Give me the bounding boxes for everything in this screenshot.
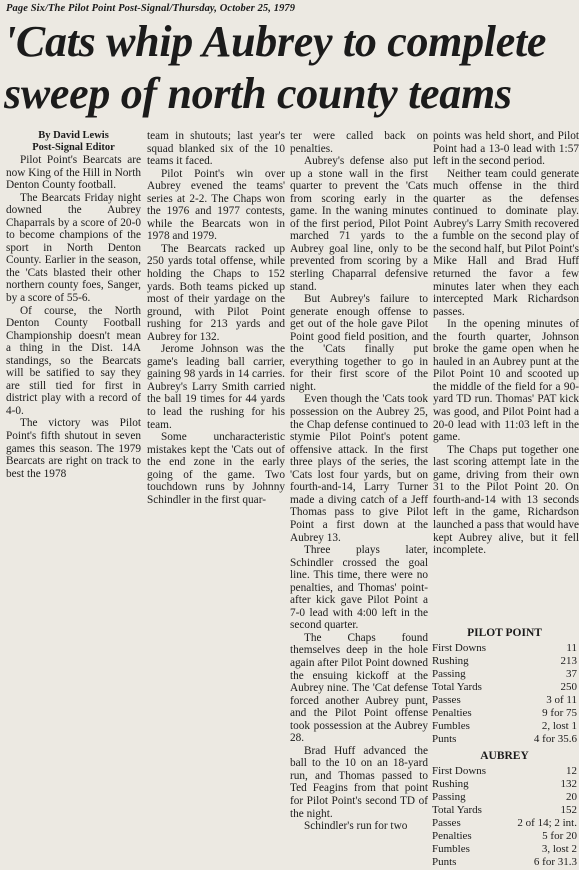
stat-value: 4 for 35.6 bbox=[533, 733, 577, 745]
stats-row bbox=[432, 843, 577, 856]
stat-label: First Downs bbox=[432, 642, 487, 654]
article-column-1 bbox=[6, 130, 141, 525]
stat-label: Passes bbox=[432, 817, 461, 829]
stats-row bbox=[432, 694, 577, 707]
paragraph: Of course, the North Denton County Football Championship doesn't mean a thing in the Dist. 14A standings, so the Bearcats will be satified to say they are still tied for first in district play with a record of 4-0. bbox=[6, 304, 141, 417]
stats-title: PILOT POINT bbox=[467, 627, 542, 639]
stats-title: AUBREY bbox=[480, 750, 529, 762]
stats-box-aubrey bbox=[432, 750, 577, 869]
stat-value: 5 for 20 bbox=[542, 830, 577, 842]
article-column-2 bbox=[147, 130, 285, 550]
paragraph: The Bearcats Friday night downed the Aubrey Chaparrals by a score of 20-0 to become champions of the sport in North Denton County. Earlier in the season, the 'Cats blasted their other northern county foes, Sanger, by a score of 55-6. bbox=[6, 191, 141, 305]
stat-label: Passes bbox=[432, 694, 461, 706]
stat-label: Total Yards bbox=[432, 681, 482, 693]
stats-row bbox=[432, 765, 577, 778]
paragraph: Some uncharacteristic mistakes kept the 'Cats out of the end zone in the early going of the game. Two touchdown runs by Johnny Schindler in the first quar- bbox=[147, 431, 285, 506]
article-column-3 bbox=[290, 130, 428, 870]
paragraph: Three plays later, Schindler crossed the goal line. This time, there were no penalties, and Thomas' point-after kick gave Pilot Point a 7-0 lead with 4:00 left in the second quarter. bbox=[290, 544, 428, 632]
stat-label: Rushing bbox=[432, 655, 469, 667]
stat-value: 213 bbox=[560, 655, 577, 667]
stat-label: Fumbles bbox=[432, 843, 470, 855]
paragraph: Jerome Johnson was the game's leading ball carrier, gaining 98 yards in 14 carries. Aubrey's Larry Smith carried the ball 19 times for 44 yards to lead the rushing for his team. bbox=[147, 343, 285, 431]
stat-value: 3 of 11 bbox=[546, 694, 577, 706]
stat-value: 132 bbox=[560, 778, 577, 790]
running-head: Page Six/The Pilot Point Post-Signal/Thursday, October 25, 1979 bbox=[6, 3, 296, 14]
paragraph: Pilot Point's Bearcats are now King of the Hill in North Denton County football. bbox=[6, 154, 141, 192]
byline-title: Post-Signal Editor bbox=[32, 142, 115, 153]
paragraph: Aubrey's defense also put up a stone wall in the first quarter to prevent the 'Cats from scoring early in the game. In the waning minutes of the first period, Pilot Point marched 71 yards to the Aubrey goal line, only to be prevented from scoring by a sterling Chaparral defensive stand. bbox=[290, 155, 428, 293]
paragraph: In the opening minutes of the fourth quarter, Johnson broke the game open when he hauled in an Aubrey punt at the Pilot Point 10 and scooted up the middle of the field for a 90-yard TD run. Thomas' PAT kick was good, and Pilot Point had a 20-0 lead with 11:03 left in the game. bbox=[433, 318, 579, 444]
stat-value: 9 for 75 bbox=[542, 707, 577, 719]
stats-box-pilot-point bbox=[432, 627, 577, 746]
stats-row bbox=[432, 733, 577, 746]
stat-label: Punts bbox=[432, 733, 457, 745]
stats-row bbox=[432, 817, 577, 830]
stat-label: Passing bbox=[432, 668, 466, 680]
stat-value: 152 bbox=[560, 804, 577, 816]
paragraph: But Aubrey's failure to generate enough offense to get out of the hole gave Pilot Point good field position, and the 'Cats finally put everything together to go in for their first score of the night. bbox=[290, 293, 428, 393]
paragraph: The victory was Pilot Point's fifth shutout in seven games this season. The 1979 Bearcats are right on track to best the 1978 bbox=[6, 417, 141, 480]
stat-label: Penalties bbox=[432, 707, 472, 719]
paragraph: The Chaps put together one last scoring attempt late in the game, driving from their own 31 to the Pilot Point 20. On fourth-and-14 with 13 seconds left in the game, Richardson launched a pass that would have kept Aubrey alive, but it fell incomplete. bbox=[433, 443, 579, 557]
stat-label: Rushing bbox=[432, 778, 469, 790]
stats-row bbox=[432, 642, 577, 655]
paragraph: The Bearcats racked up 250 yards total offense, while holding the Chaps to 152 yards. Both teams picked up most of their yardage on the ground, with Pilot Point rushing for 213 yards and Aubrey for 132. bbox=[147, 242, 285, 343]
stat-label: Penalties bbox=[432, 830, 472, 842]
paragraph: Even though the 'Cats took possession on the Aubrey 25, the Chap defense continued to stymie Pilot Point's potent offensive attack. In the first three plays of the series, the 'Cats lost four yards, but on fourth-and-14, Larry Turner made a diving catch of a Jeff Thomas pass to give Pilot Point a first down at the Aubrey 13. bbox=[290, 393, 428, 544]
paragraph: ter were called back on penalties. bbox=[290, 130, 428, 155]
stat-value: 3, lost 2 bbox=[541, 843, 577, 855]
stat-value: 2 of 14; 2 int. bbox=[517, 817, 577, 829]
paragraph: team in shutouts; last year's squad blanked six of the 10 teams it faced. bbox=[147, 130, 285, 168]
stat-value: 11 bbox=[566, 642, 577, 654]
article-column-4 bbox=[433, 130, 579, 600]
paragraph: Schindler's run for two bbox=[304, 820, 408, 833]
stats-row bbox=[432, 720, 577, 733]
stat-value: 37 bbox=[566, 668, 577, 680]
stats-row bbox=[432, 856, 577, 869]
stats-row bbox=[432, 804, 577, 817]
stat-label: Punts bbox=[432, 856, 457, 868]
paragraph: Brad Huff advanced the ball to the 10 on an 18-yard run, and Thomas passed to Ted Feagins from that point for Pilot Point's second TD of the night. bbox=[290, 744, 428, 820]
byline-author: By David Lewis bbox=[38, 130, 109, 141]
headline-line-2: sweep of north county teams bbox=[4, 69, 512, 118]
stats-row bbox=[432, 791, 577, 804]
stat-value: 20 bbox=[566, 791, 577, 803]
stat-label: First Downs bbox=[432, 765, 487, 777]
paragraph: The Chaps found themselves deep in the hole again after Pilot Point downed the ensuing kickoff at the Aubrey nine. The 'Cat defense forced another Aubrey punt, and the Pilot Point offense took possession at the Aubrey 28. bbox=[290, 631, 428, 745]
headline bbox=[4, 16, 579, 120]
stat-value: 2, lost 1 bbox=[541, 720, 577, 732]
paragraph: Pilot Point's win over Aubrey evened the teams' series at 2-2. The Chaps won the 1976 and 1977 contests, while the Bearcats won in 1978 and 1979. bbox=[147, 167, 285, 243]
paragraph: points was held short, and Pilot Point had a 13-0 lead with 1:57 left in the second period. bbox=[433, 130, 579, 168]
stats-row bbox=[432, 830, 577, 843]
stat-label: Fumbles bbox=[432, 720, 470, 732]
stat-value: 12 bbox=[566, 765, 577, 777]
headline-line-1: 'Cats whip Aubrey to complete bbox=[4, 17, 547, 66]
stat-value: 6 for 31.3 bbox=[533, 856, 577, 868]
stats-row bbox=[432, 668, 577, 681]
stat-label: Total Yards bbox=[432, 804, 482, 816]
stats-row bbox=[432, 707, 577, 720]
stat-label: Passing bbox=[432, 791, 466, 803]
paragraph: Neither team could generate much offense in the third quarter as the defenses continued to dominate play. Aubrey's Larry Smith recovered a fumble on the second play of the second half, but Pilot Point's Mike Hall and Brad Huff returned the favor a few minutes later when they each intercepted Mark Richardson passes. bbox=[433, 167, 579, 318]
stats-row bbox=[432, 655, 577, 668]
stats-row bbox=[432, 778, 577, 791]
stats-row bbox=[432, 681, 577, 694]
stat-value: 250 bbox=[560, 681, 577, 693]
